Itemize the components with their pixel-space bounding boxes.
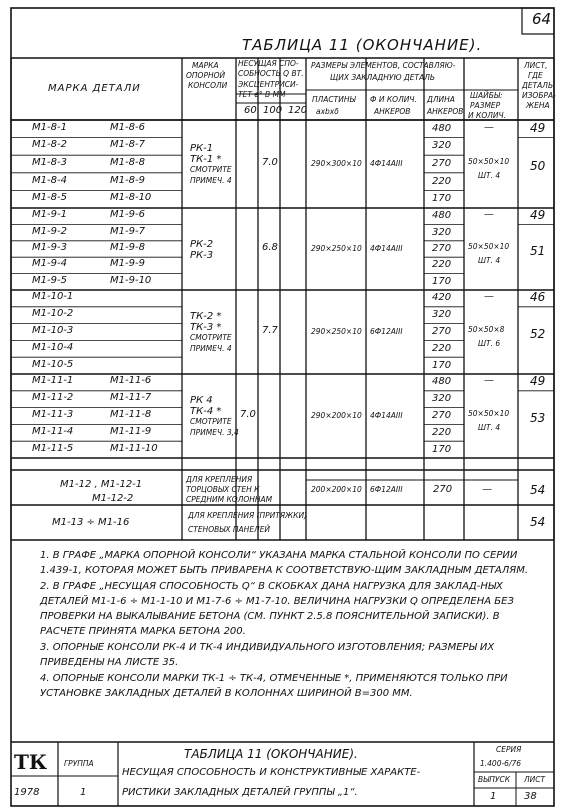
console-mark: ТК-3 *: [190, 322, 222, 333]
m12-desc-3: СРЕДНИМ КОЛОННАМ: [186, 495, 273, 504]
washer-dash: —: [484, 375, 494, 387]
anchor-length: 170: [432, 443, 452, 455]
header-console-2: ОПОРНОЙ: [186, 71, 226, 80]
note-4: 4. ОПОРНЫЕ КОНСОЛИ МАРКИ ТК-1 ÷ ТК-4, ОТМЕЧЕННЫЕ *, ПРИМЕНЯЮТСЯ ТОЛЬКО ПРИ УСТАНОВКЕ ЗАКЛАДНЫХ ДЕТАЛЕЙ В КОЛОННАХ ШИРИНОЙ В=300 ММ.: [40, 673, 508, 699]
m12-plate: 200×200×10: [311, 485, 362, 494]
header-washers-2: РАЗМЕР: [470, 101, 501, 110]
part-mark-b: М1-9-10: [110, 274, 152, 286]
part-mark-a: М1-10-1: [32, 291, 74, 303]
header-sheet-3: ДЕТАЛЬ: [522, 81, 554, 90]
stamp-issue-label: ВЫПУСК: [478, 775, 511, 784]
washer-qty: ШТ. 6: [478, 339, 501, 348]
stamp-year: 1978: [14, 787, 40, 798]
washer-qty: ШТ. 4: [478, 171, 501, 180]
part-mark-a: М1-9-2: [32, 225, 67, 237]
header-sheet-2: ГДЕ: [528, 71, 543, 80]
m12-mark-a: М1-12 , М1-12-1: [60, 479, 143, 490]
notes: [40, 548, 545, 702]
stamp-series-value: 1.400-6/76: [480, 759, 522, 768]
part-mark-b: М1-11-7: [110, 392, 152, 404]
console-mark: РК-1: [190, 143, 214, 154]
part-mark-b: М1-8-9: [110, 174, 145, 186]
part-mark-a: М1-9-3: [32, 242, 67, 253]
anchor-spec: 4Ф14AIII: [370, 159, 403, 168]
part-mark-b: М1-11-6: [110, 375, 152, 387]
note-1: 1. В ГРАФЕ „МАРКА ОПОРНОЙ КОНСОЛИ“ УКАЗАНА МАРКА СТАЛЬНОЙ КОНСОЛИ ПО СЕРИИ 1.439-1, КОТОРАЯ МОЖЕТ БЫТЬ ПРИВАРЕНА К СООТВЕТСТВУЮ-ЩИМ ЗАКЛАДНЫМ ДЕТАЛЯМ.: [40, 550, 529, 576]
anchor-length: 220: [432, 259, 452, 271]
washer-size: 50×50×10: [468, 242, 510, 251]
part-mark-a: М1-10-3: [32, 325, 74, 336]
console-mark: СМОТРИТЕ: [190, 165, 232, 174]
header-capacity-1: НЕСУЩАЯ СПО-: [238, 59, 299, 68]
part-mark-b: М1-9-7: [110, 225, 145, 237]
header-capacity-4: ТЕТ е° В ММ: [238, 90, 286, 99]
anchor-spec: 6Ф12AIII: [370, 327, 403, 336]
header-sheet-1: ЛИСТ,: [524, 61, 548, 70]
header-sheet-4: ИЗОБРА-: [522, 91, 556, 100]
m12-length: 270: [433, 484, 453, 495]
washer-size: 50×50×8: [468, 325, 505, 334]
capacity-q: 6.8: [262, 242, 278, 253]
anchor-length: 480: [432, 376, 452, 388]
washer-size: 50×50×10: [468, 409, 510, 418]
anchor-length: 270: [432, 326, 452, 337]
capacity-q: 7.0: [262, 157, 278, 168]
anchor-length: 320: [432, 393, 452, 405]
header-anchors-1: Ф И КОЛИЧ.: [370, 95, 417, 104]
capacity-q: 7.7: [262, 325, 278, 336]
part-mark-b: М1-11-8: [110, 409, 152, 420]
part-mark-a: М1-11-1: [32, 375, 74, 387]
part-mark-b: М1-8-7: [110, 139, 145, 151]
stamp-group-value: 1: [80, 787, 87, 798]
part-mark-b: М1-8-6: [110, 121, 145, 133]
console-mark: ПРИМЕЧ. 4: [190, 344, 232, 353]
plate-size: 290×300×10: [311, 159, 362, 168]
console-mark: ТК-2 *: [190, 311, 222, 322]
washer-dash: —: [484, 291, 494, 303]
anchor-length: 320: [432, 140, 452, 152]
header-ecc-60: 60: [244, 105, 257, 116]
header-dims-1: РАЗМЕРЫ ЭЛЕМЕНТОВ, СОСТАВЛЯЮ-: [311, 61, 456, 70]
header-part-mark: МАРКА ДЕТАЛИ: [48, 83, 141, 94]
stamp-series-label: СЕРИЯ: [496, 745, 522, 754]
plate-size: 290×200×10: [311, 411, 362, 420]
part-mark-a: М1-8-1: [32, 121, 67, 133]
header-washers-3: И КОЛИЧ.: [468, 111, 506, 120]
anchor-length: 420: [432, 292, 452, 304]
m12-sheet: 54: [530, 483, 546, 497]
part-mark-b: М1-9-9: [110, 258, 145, 270]
anchor-length: 220: [432, 175, 452, 187]
header-console-1: МАРКА: [192, 61, 219, 70]
sheet-rest: 51: [530, 244, 546, 258]
part-mark-b: М1-8-10: [110, 192, 152, 204]
header-ecc-100: 100: [263, 105, 283, 116]
anchor-length: 170: [432, 359, 452, 371]
sheet-rest: 53: [530, 411, 546, 425]
page-number: 64: [532, 10, 552, 28]
m12-mark-b: М1-12-2: [92, 493, 134, 504]
console-mark: РК 4: [190, 395, 213, 406]
anchor-length: 320: [432, 309, 452, 321]
console-mark: ТК-4 *: [190, 406, 222, 417]
anchor-length: 170: [432, 275, 452, 287]
capacity-q: 7.0: [240, 409, 256, 420]
m13-desc-1: ДЛЯ КРЕПЛЕНИЯ (ПРИТЯЖКИ): [188, 511, 307, 520]
stamp-title: ТАБЛИЦА 11 (ОКОНЧАНИЕ).: [184, 747, 358, 761]
m12-desc-1: ДЛЯ КРЕПЛЕНИЯ: [186, 475, 253, 484]
header-length-1: ДЛИНА: [427, 95, 455, 104]
part-mark-a: М1-8-5: [32, 192, 67, 204]
console-mark: СМОТРИТЕ: [190, 417, 232, 426]
part-mark-b: М1-8-8: [110, 157, 145, 168]
header-console-3: КОНСОЛИ: [188, 81, 228, 90]
header-capacity-2: СОБНОСТЬ Q ВТ.: [238, 69, 304, 78]
part-mark-a: М1-11-3: [32, 409, 74, 420]
header-plates-2: axbxδ: [316, 107, 339, 116]
part-mark-a: М1-8-2: [32, 139, 67, 151]
sheet-first: 46: [530, 290, 546, 305]
m12-anchor: 6Ф12AIII: [370, 485, 403, 494]
table-title: ТАБЛИЦА 11 (ОКОНЧАНИЕ).: [242, 36, 483, 54]
part-mark-b: М1-9-8: [110, 242, 145, 253]
anchor-spec: 4Ф14AIII: [370, 411, 403, 420]
console-mark: ТК-1 *: [190, 154, 222, 165]
sheet-rest: 52: [530, 327, 546, 341]
part-mark-a: М1-8-3: [32, 157, 67, 168]
header-capacity-3: ЭКСЦЕНТРИСИ-: [238, 80, 299, 89]
part-mark-a: М1-11-4: [32, 425, 74, 437]
console-mark: РК-2: [190, 239, 214, 250]
sheet-first: 49: [530, 374, 546, 389]
part-mark-a: М1-9-1: [32, 209, 67, 221]
stamp-issue-value: 1: [490, 791, 497, 802]
anchor-length: 270: [432, 158, 452, 169]
washer-qty: ШТ. 4: [478, 423, 501, 432]
anchor-length: 320: [432, 226, 452, 238]
console-mark: СМОТРИТЕ: [190, 333, 232, 342]
washer-size: 50×50×10: [468, 157, 510, 166]
console-mark: РК-3: [190, 250, 214, 261]
sheet-first: 49: [530, 120, 546, 135]
header-length-2: АНКЕРОВ: [427, 107, 464, 116]
part-mark-a: М1-11-2: [32, 392, 74, 404]
anchor-length: 170: [432, 193, 452, 205]
m13-sheet: 54: [530, 515, 546, 529]
m13-mark: М1-13 ÷ М1-16: [52, 517, 130, 528]
m13-desc-2: СТЕНОВЫХ ПАНЕЛЕЙ: [188, 525, 271, 534]
header-sheet-5: ЖЕНА: [526, 101, 550, 110]
header-plates-1: ПЛАСТИНЫ: [312, 95, 356, 104]
note-3: 3. ОПОРНЫЕ КОНСОЛИ РК-4 И ТК-4 ИНДИВИДУАЛЬНОГО ИЗГОТОВЛЕНИЯ; РАЗМЕРЫ ИХ ПРИВЕДЕНЫ НА ЛИСТЕ 35.: [40, 642, 495, 668]
washer-dash: —: [484, 209, 494, 221]
anchor-length: 480: [432, 210, 452, 222]
anchor-length: 480: [432, 122, 452, 134]
stamp-group-label: ГРУППА: [64, 759, 94, 768]
stamp-sheet-value: 38: [524, 791, 537, 802]
stamp-desc-1: НЕСУЩАЯ СПОСОБНОСТЬ И КОНСТРУКТИВНЫЕ ХАРАКТЕ-: [122, 767, 421, 778]
anchor-length: 220: [432, 426, 452, 438]
stamp-logo: ТК: [14, 750, 48, 774]
anchor-length: 220: [432, 342, 452, 354]
part-mark-a: М1-10-5: [32, 358, 74, 370]
m12-washer: —: [482, 484, 492, 495]
part-mark-b: М1-9-6: [110, 209, 145, 221]
header-dims-2: ЩИХ ЗАКЛАДНУЮ ДЕТАЛЬ: [330, 73, 436, 82]
sheet-first: 49: [530, 208, 546, 223]
stamp-desc-2: РИСТИКИ ЗАКЛАДНЫХ ДЕТАЛЕЙ ГРУППЫ „1“.: [122, 787, 358, 798]
header-ecc-120: 120: [288, 105, 308, 116]
anchor-length: 270: [432, 243, 452, 254]
anchor-length: 270: [432, 410, 452, 421]
part-mark-a: М1-10-4: [32, 341, 74, 353]
part-mark-a: М1-10-2: [32, 308, 74, 320]
washer-dash: —: [484, 121, 494, 133]
header-anchors-2: АНКЕРОВ: [374, 107, 411, 116]
sheet-rest: 50: [530, 159, 546, 173]
stamp-sheet-label: ЛИСТ: [524, 775, 546, 784]
part-mark-a: М1-8-4: [32, 174, 67, 186]
anchor-spec: 4Ф14AIII: [370, 244, 403, 253]
plate-size: 290×250×10: [311, 327, 362, 336]
part-mark-a: М1-11-5: [32, 442, 74, 454]
part-mark-a: М1-9-4: [32, 258, 67, 270]
console-mark: ПРИМЕЧ. 4: [190, 176, 232, 185]
part-mark-b: М1-11-9: [110, 425, 152, 437]
header-washers-1: ШАЙБЫ:: [470, 91, 503, 100]
washer-qty: ШТ. 4: [478, 256, 501, 265]
part-mark-b: М1-11-10: [110, 442, 158, 454]
part-mark-a: М1-9-5: [32, 274, 67, 286]
note-2: 2. В ГРАФЕ „НЕСУЩАЯ СПОСОБНОСТЬ Q“ В СКОБКАХ ДАНА НАГРУЗКА ДЛЯ ЗАКЛАД-НЫХ ДЕТАЛЕЙ М1-1-6 ÷ М1-1-10 И М1-7-6 ÷ М1-7-10. ВЕЛИЧИНА НАГРУЗКИ Q ОПРЕДЕЛЕНА БЕЗ ПРОВЕРКИ НА ВЫКАЛЫВАНИЕ БЕТОНА (СМ. ПУНКТ 2.5.8 ПОЯСНИТЕЛЬНОЙ ЗАПИСКИ). В РАСЧЕТЕ ПРИНЯТА МАРКА БЕТОНА 200.: [40, 581, 514, 637]
console-mark: ПРИМЕЧ. 3,4: [190, 428, 239, 437]
plate-size: 290×250×10: [311, 244, 362, 253]
m12-desc-2: ТОРЦОВЫХ СТЕН К: [186, 485, 260, 494]
